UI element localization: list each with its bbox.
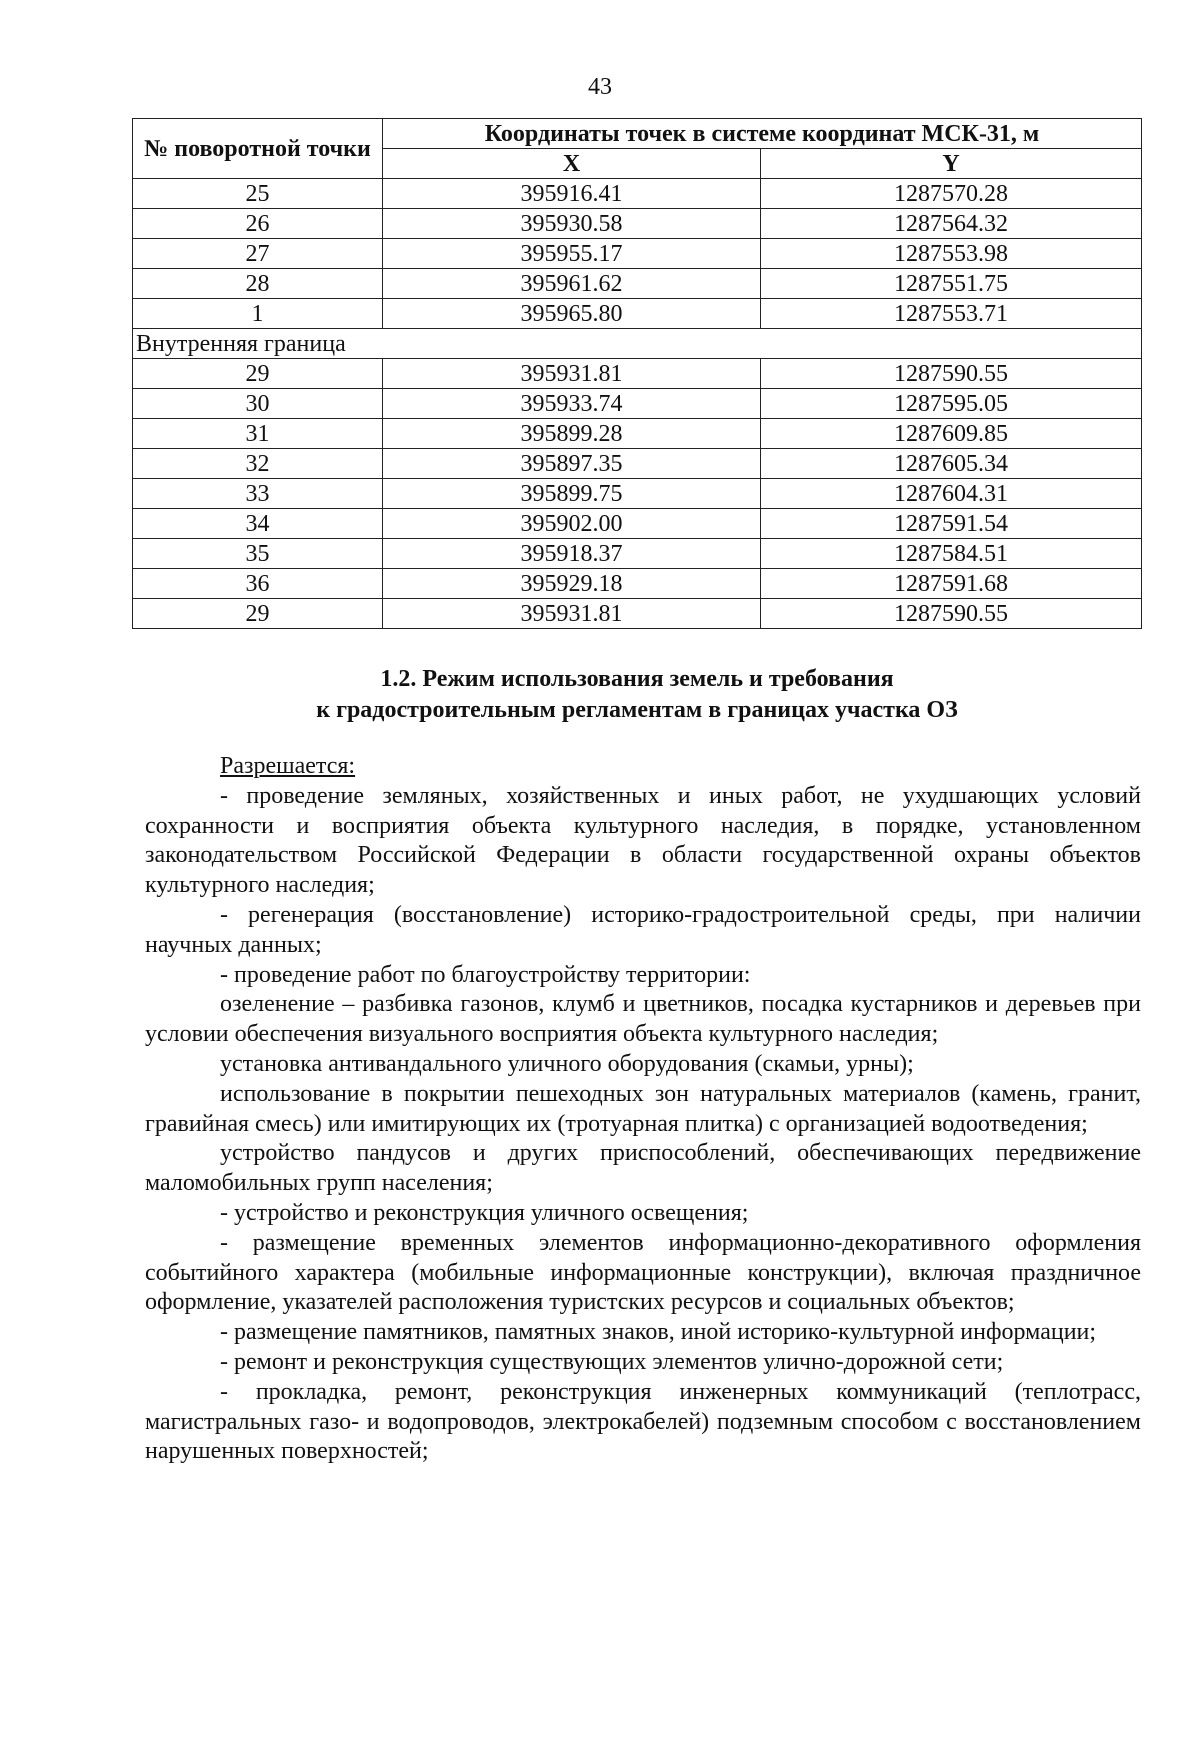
- table-row: [133, 209, 1142, 239]
- y-coordinate-cell: 1287604.31: [761, 479, 1142, 509]
- paragraph: - прокладка, ремонт, реконструкция инженерных коммуникаций (теплотрасс, магистральных газо- и водопроводов, электрокабелей) подземным способом с восстановлением нарушенных поверхностей;: [145, 1378, 1141, 1465]
- header-y: Y: [761, 149, 1142, 179]
- table-row: [133, 569, 1142, 599]
- x-coordinate-cell: 395931.81: [383, 359, 761, 389]
- x-coordinate-cell: 395931.81: [383, 599, 761, 629]
- point-number-cell: 29: [133, 359, 383, 389]
- paragraph: - проведение земляных, хозяйственных и иных работ, не ухудшающих условий сохранности и восприятия объекта культурного наследия, в порядке, установленном законодательством Российской Федерации в области государственной охраны объектов культурного наследия;: [145, 782, 1141, 899]
- x-coordinate-cell: 395929.18: [383, 569, 761, 599]
- y-coordinate-cell: 1287590.55: [761, 359, 1142, 389]
- y-coordinate-cell: 1287591.54: [761, 509, 1142, 539]
- y-coordinate-cell: 1287591.68: [761, 569, 1142, 599]
- table-row: [133, 539, 1142, 569]
- table-row: [133, 299, 1142, 329]
- y-coordinate-cell: 1287590.55: [761, 599, 1142, 629]
- point-number-cell: 34: [133, 509, 383, 539]
- table-row: [133, 389, 1142, 419]
- inner-boundary-label-row: [133, 329, 1142, 359]
- paragraph: установка антивандального уличного оборудования (скамьи, урны);: [220, 1050, 914, 1077]
- paragraph: устройство пандусов и других приспособлений, обеспечивающих передвижение маломобильных групп населения;: [145, 1140, 1141, 1197]
- section-body: [145, 752, 1141, 1467]
- x-coordinate-cell: 395916.41: [383, 179, 761, 209]
- paragraph: - регенерация (восстановление) историко-градостроительной среды, при наличии научных данных;: [145, 901, 1141, 958]
- x-coordinate-cell: 395961.62: [383, 269, 761, 299]
- point-number-cell: 1: [133, 299, 383, 329]
- paragraph: - устройство и реконструкция уличного освещения;: [220, 1199, 749, 1226]
- point-number-cell: 28: [133, 269, 383, 299]
- table-row: [133, 179, 1142, 209]
- y-coordinate-cell: 1287584.51: [761, 539, 1142, 569]
- x-coordinate-cell: 395933.74: [383, 389, 761, 419]
- y-coordinate-cell: 1287609.85: [761, 419, 1142, 449]
- point-number-cell: 25: [133, 179, 383, 209]
- table-row: [133, 479, 1142, 509]
- x-coordinate-cell: 395965.80: [383, 299, 761, 329]
- y-coordinate-cell: 1287570.28: [761, 179, 1142, 209]
- paragraph: - ремонт и реконструкция существующих элементов улично-дорожной сети;: [220, 1348, 1004, 1375]
- table-row: [133, 599, 1142, 629]
- allowed-label: Разрешается:: [220, 753, 356, 779]
- outer-boundary-rows: [133, 179, 1142, 329]
- paragraph: использование в покрытии пешеходных зон натуральных материалов (камень, гранит, гравийная смесь) или имитирующих их (тротуарная плитка) с организацией водоотведения;: [145, 1080, 1141, 1137]
- point-number-cell: 36: [133, 569, 383, 599]
- x-coordinate-cell: 395955.17: [383, 239, 761, 269]
- table-row: [133, 269, 1142, 299]
- y-coordinate-cell: 1287553.98: [761, 239, 1142, 269]
- paragraph: озеленение – разбивка газонов, клумб и цветников, посадка кустарников и деревьев при условии обеспечения визуального восприятия объекта культурного наследия;: [145, 991, 1141, 1048]
- point-number-cell: 31: [133, 419, 383, 449]
- paragraph: - размещение временных элементов информационно-декоративного оформления событийного характера (мобильные информационные конструкции), включая праздничное оформление, указателей расположения туристских ресурсов и социальных объектов;: [145, 1229, 1141, 1316]
- point-number-cell: 35: [133, 539, 383, 569]
- point-number-cell: 26: [133, 209, 383, 239]
- paragraph: - размещение памятников, памятных знаков, иной историко-культурной информации;: [220, 1319, 1097, 1346]
- paragraph: - проведение работ по благоустройству территории:: [220, 961, 751, 988]
- page-number: 43: [588, 74, 612, 100]
- table-row: [133, 509, 1142, 539]
- x-coordinate-cell: 395899.28: [383, 419, 761, 449]
- header-coordinates: Координаты точек в системе координат МСК-31, м: [383, 119, 1142, 149]
- section-title-line-1: 1.2. Режим использования земель и требования: [380, 666, 894, 692]
- inner-boundary-rows: [133, 359, 1142, 629]
- y-coordinate-cell: 1287605.34: [761, 449, 1142, 479]
- point-number-cell: 29: [133, 599, 383, 629]
- header-point-number: № поворотной точки: [133, 119, 383, 179]
- table-row: [133, 449, 1142, 479]
- coordinates-table: [132, 118, 1142, 629]
- point-number-cell: 33: [133, 479, 383, 509]
- point-number-cell: 27: [133, 239, 383, 269]
- table-row: [133, 419, 1142, 449]
- point-number-cell: 32: [133, 449, 383, 479]
- x-coordinate-cell: 395899.75: [383, 479, 761, 509]
- y-coordinate-cell: 1287564.32: [761, 209, 1142, 239]
- x-coordinate-cell: 395930.58: [383, 209, 761, 239]
- x-coordinate-cell: 395902.00: [383, 509, 761, 539]
- inner-boundary-label: Внутренняя граница: [133, 329, 1142, 359]
- x-coordinate-cell: 395897.35: [383, 449, 761, 479]
- section-title-line-2: к градостроительным регламентам в границах участка ОЗ: [316, 697, 958, 723]
- y-coordinate-cell: 1287595.05: [761, 389, 1142, 419]
- table-row: [133, 359, 1142, 389]
- header-x: X: [383, 149, 761, 179]
- point-number-cell: 30: [133, 389, 383, 419]
- y-coordinate-cell: 1287551.75: [761, 269, 1142, 299]
- x-coordinate-cell: 395918.37: [383, 539, 761, 569]
- table-row: [133, 239, 1142, 269]
- y-coordinate-cell: 1287553.71: [761, 299, 1142, 329]
- section-title: [132, 664, 1142, 726]
